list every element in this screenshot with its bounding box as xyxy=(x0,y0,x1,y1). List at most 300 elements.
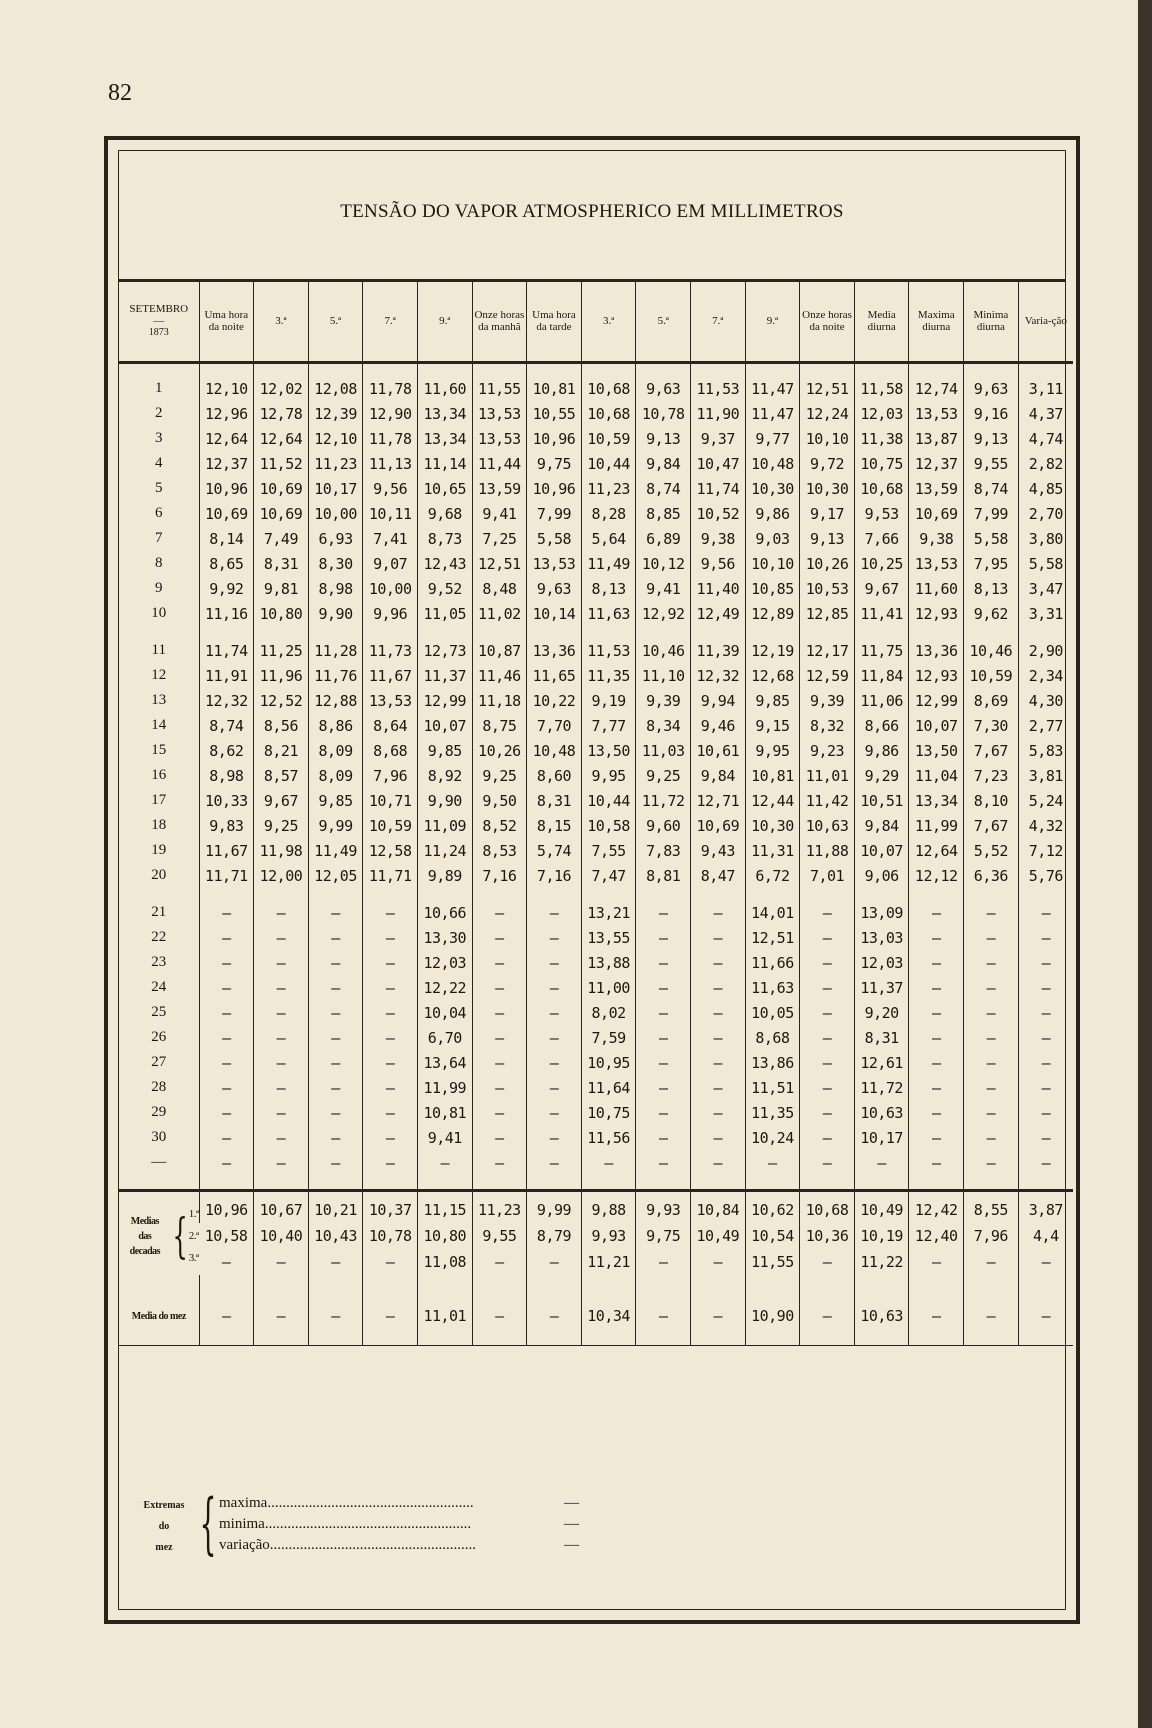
table-cell: 10,63 xyxy=(854,1100,909,1125)
table-cell: 9,13 xyxy=(800,526,855,551)
table-cell: 7,16 xyxy=(527,863,582,888)
table-cell: — xyxy=(909,1000,964,1025)
table-cell: — xyxy=(221,1253,231,1271)
table-cell: 12,02 xyxy=(254,376,309,401)
table-cell: 11,08 xyxy=(417,1249,472,1275)
table-cell: 10,26 xyxy=(800,551,855,576)
table-cell: — xyxy=(472,1025,527,1050)
table-cell: — xyxy=(527,1050,582,1075)
table-cell: 12,85 xyxy=(800,601,855,626)
table-cell: — xyxy=(800,975,855,1000)
table-cell: — xyxy=(472,900,527,925)
table-cell: 11,58 xyxy=(854,376,909,401)
table-cell: 3,47 xyxy=(1018,576,1073,601)
table-cell: 10,71 xyxy=(363,788,418,813)
vapor-table xyxy=(119,281,1073,1348)
table-cell: 12,90 xyxy=(363,401,418,426)
table-cell: — xyxy=(308,900,363,925)
table-cell: 13,34 xyxy=(417,401,472,426)
table-cell: 9,84 xyxy=(854,813,909,838)
table-cell: 10,75 xyxy=(581,1100,636,1125)
table-cell: 2,90 xyxy=(1018,638,1073,663)
medias-row xyxy=(119,1249,1073,1275)
table-cell: — xyxy=(254,975,309,1000)
table-cell: 11,88 xyxy=(800,838,855,863)
table-cell: 12,92 xyxy=(636,601,691,626)
header-col: 7.ª xyxy=(691,281,746,363)
table-cell: 10,10 xyxy=(800,426,855,451)
table-cell: — xyxy=(636,1000,691,1025)
header-col: 9.ª xyxy=(417,281,472,363)
table-cell: 12,00 xyxy=(254,863,309,888)
table-cell: 10,61 xyxy=(691,738,746,763)
table-cell: 13,55 xyxy=(581,925,636,950)
table-cell: 12,99 xyxy=(417,688,472,713)
table-cell: 10,68 xyxy=(581,376,636,401)
table-cell: — xyxy=(800,900,855,925)
table-cell: 7,77 xyxy=(581,713,636,738)
table-row xyxy=(119,950,1073,975)
table-cell: — xyxy=(254,925,309,950)
table-cell: 29 xyxy=(151,1104,167,1120)
table-cell: 10,68 xyxy=(800,1197,855,1223)
table-cell: 9,39 xyxy=(636,688,691,713)
table-cell: 14 xyxy=(151,717,167,733)
table-cell: 10,55 xyxy=(527,401,582,426)
table-cell: 12,32 xyxy=(691,663,746,688)
table-cell: 11,71 xyxy=(363,863,418,888)
spacer-row xyxy=(119,626,1073,638)
header-row xyxy=(119,281,1073,363)
table-cell: 8,62 xyxy=(199,738,254,763)
table-cell: — xyxy=(691,925,746,950)
table-cell: — xyxy=(1018,1000,1073,1025)
table-cell: 12,68 xyxy=(745,663,800,688)
table-cell: 10,24 xyxy=(745,1125,800,1150)
table-cell: 13,50 xyxy=(909,738,964,763)
table-cell: 7,23 xyxy=(964,763,1019,788)
table-cell: 8,02 xyxy=(581,1000,636,1025)
table-cell: 12,24 xyxy=(800,401,855,426)
table-cell: 5,58 xyxy=(527,526,582,551)
table-cell: 9,41 xyxy=(417,1125,472,1150)
table-cell: — xyxy=(527,1100,582,1125)
table-row xyxy=(119,638,1073,663)
table-cell: 16 xyxy=(151,767,167,783)
table-cell: 6,72 xyxy=(745,863,800,888)
table-cell: 11,67 xyxy=(199,838,254,863)
table-cell: 11,99 xyxy=(417,1075,472,1100)
table-cell: — xyxy=(964,1299,1019,1333)
table-cell: 5,83 xyxy=(1018,738,1073,763)
table-cell: 11,01 xyxy=(417,1299,472,1333)
table-cell: — xyxy=(800,1125,855,1150)
table-cell: 13,09 xyxy=(854,900,909,925)
table-row xyxy=(119,376,1073,401)
table-cell: 9,03 xyxy=(745,526,800,551)
table-cell: 10,34 xyxy=(581,1299,636,1333)
table-cell: 11,49 xyxy=(581,551,636,576)
table-row xyxy=(119,1125,1073,1150)
table-cell: — xyxy=(308,925,363,950)
table-cell: — xyxy=(363,1050,418,1075)
table-cell: 11,39 xyxy=(691,638,746,663)
table-cell: 8,13 xyxy=(964,576,1019,601)
table-cell: 11,46 xyxy=(472,663,527,688)
table-cell: 13,88 xyxy=(581,950,636,975)
table-cell: — xyxy=(636,1100,691,1125)
table-cell: 10,04 xyxy=(417,1000,472,1025)
table-cell: 9,67 xyxy=(854,576,909,601)
table-cell: 10,78 xyxy=(363,1223,418,1249)
table-cell: 9,81 xyxy=(254,576,309,601)
table-cell: — xyxy=(199,975,254,1000)
table-cell: 11,47 xyxy=(745,376,800,401)
table-cell: 11,53 xyxy=(691,376,746,401)
table-cell: — xyxy=(800,1150,855,1175)
table-cell: 7,55 xyxy=(581,838,636,863)
table-cell: 10,96 xyxy=(527,426,582,451)
table-cell: 11,18 xyxy=(472,688,527,713)
table-cell: — xyxy=(308,1050,363,1075)
table-cell: 12,61 xyxy=(854,1050,909,1075)
table-cell: 8,47 xyxy=(691,863,746,888)
table-cell: 13,53 xyxy=(909,401,964,426)
table-cell: 11,22 xyxy=(854,1249,909,1275)
table-cell: 11,55 xyxy=(472,376,527,401)
table-cell: 13,03 xyxy=(854,925,909,950)
table-cell: 5,76 xyxy=(1018,863,1073,888)
table-cell: 9,89 xyxy=(417,863,472,888)
table-cell: 11,60 xyxy=(417,376,472,401)
table-cell: — xyxy=(527,1000,582,1025)
table-cell: — xyxy=(854,1150,909,1175)
table-cell: — xyxy=(363,1100,418,1125)
table-cell: 10,49 xyxy=(691,1223,746,1249)
table-cell: 10,00 xyxy=(308,501,363,526)
medias-row xyxy=(119,1223,1073,1249)
table-cell: 8,53 xyxy=(472,838,527,863)
table-cell: 8,10 xyxy=(964,788,1019,813)
table-cell: — xyxy=(800,950,855,975)
table-cell: — xyxy=(691,1100,746,1125)
table-cell: 10,65 xyxy=(417,476,472,501)
table-cell: 10,69 xyxy=(909,501,964,526)
table-cell: 10,58 xyxy=(581,813,636,838)
table-cell: 12,64 xyxy=(199,426,254,451)
table-cell: — xyxy=(636,950,691,975)
table-cell: 9,23 xyxy=(800,738,855,763)
table-cell: — xyxy=(363,1075,418,1100)
table-cell: — xyxy=(254,1000,309,1025)
table-cell: 9,25 xyxy=(254,813,309,838)
table-cell: 6 xyxy=(155,505,163,521)
extremas-variacao: variação ....................................................... — xyxy=(219,1537,579,1553)
table-cell: 7,99 xyxy=(527,501,582,526)
table-cell: 11,74 xyxy=(199,638,254,663)
table-cell: 12,03 xyxy=(417,950,472,975)
media-mez-label: Media do mez xyxy=(131,1310,186,1322)
table-cell: — xyxy=(308,975,363,1000)
table-cell: 7,99 xyxy=(964,501,1019,526)
table-cell: 11,37 xyxy=(854,975,909,1000)
table-cell: 9,96 xyxy=(363,601,418,626)
table-cell: — xyxy=(909,1050,964,1075)
table-cell: 2,34 xyxy=(1018,663,1073,688)
table-cell: 10,63 xyxy=(800,813,855,838)
table-row xyxy=(119,1150,1073,1175)
table-cell: — xyxy=(151,1154,167,1170)
table-cell: 10,52 xyxy=(691,501,746,526)
table-cell: — xyxy=(308,950,363,975)
table-cell: 7,49 xyxy=(254,526,309,551)
table-cell: 9 xyxy=(155,580,163,596)
table-cell: — xyxy=(199,1150,254,1175)
table-cell: 5,24 xyxy=(1018,788,1073,813)
table-cell: 10,44 xyxy=(581,788,636,813)
table-cell: 10,81 xyxy=(527,376,582,401)
table-cell: 10,14 xyxy=(527,601,582,626)
table-cell: 11,24 xyxy=(417,838,472,863)
table-cell: — xyxy=(964,900,1019,925)
table-cell: 2,77 xyxy=(1018,713,1073,738)
table-cell: 7,01 xyxy=(800,863,855,888)
table-cell: — xyxy=(909,1100,964,1125)
table-row xyxy=(119,451,1073,476)
table-cell: 10,33 xyxy=(199,788,254,813)
table-cell: 10,67 xyxy=(254,1197,309,1223)
table-cell: 13,53 xyxy=(363,688,418,713)
table-row xyxy=(119,1100,1073,1125)
table-cell: — xyxy=(800,1100,855,1125)
table-row xyxy=(119,401,1073,426)
table-cell: — xyxy=(636,1150,691,1175)
table-cell: 4,4 xyxy=(1018,1223,1073,1249)
table-cell: 7,67 xyxy=(964,738,1019,763)
table-cell: — xyxy=(199,1075,254,1100)
table-cell: — xyxy=(199,1299,254,1333)
table-cell: 8,56 xyxy=(254,713,309,738)
table-cell: 2 xyxy=(155,405,163,421)
table-cell: 12,93 xyxy=(909,663,964,688)
table-cell: 11,38 xyxy=(854,426,909,451)
table-cell: 10,48 xyxy=(745,451,800,476)
table-cell: 7,83 xyxy=(636,838,691,863)
table-cell: — xyxy=(472,1100,527,1125)
table-cell: — xyxy=(308,1249,363,1275)
table-cell: 12,89 xyxy=(745,601,800,626)
table-cell: 8 xyxy=(155,555,163,571)
table-cell: 11,02 xyxy=(472,601,527,626)
table-cell: 11,37 xyxy=(417,663,472,688)
table-cell: 7,59 xyxy=(581,1025,636,1050)
table-cell: 1 xyxy=(155,380,163,396)
spacer-row xyxy=(119,1275,1073,1287)
table-cell: 8,86 xyxy=(308,713,363,738)
table-cell: — xyxy=(363,1025,418,1050)
table-cell: 10,48 xyxy=(527,738,582,763)
table-cell: 8,31 xyxy=(527,788,582,813)
header-col: 9.ª xyxy=(745,281,800,363)
table-cell: 9,75 xyxy=(636,1223,691,1249)
table-cell: — xyxy=(691,1050,746,1075)
table-cell: 11,67 xyxy=(363,663,418,688)
table-cell: — xyxy=(527,1025,582,1050)
table-cell: 5,58 xyxy=(964,526,1019,551)
table-cell: 7,25 xyxy=(472,526,527,551)
medias-label: Medias das decadas { 1.ª 2.ª 3.ª xyxy=(129,1208,199,1264)
table-cell: 10,26 xyxy=(472,738,527,763)
table-row xyxy=(119,900,1073,925)
table-row xyxy=(119,863,1073,888)
table-cell: 10,68 xyxy=(854,476,909,501)
table-cell: 4 xyxy=(155,455,163,471)
table-cell: 10,90 xyxy=(745,1299,800,1333)
table-cell: — xyxy=(363,1150,418,1175)
table-cell: 25 xyxy=(151,1004,167,1020)
table-cell: 5,58 xyxy=(1018,551,1073,576)
table-cell: 11,74 xyxy=(691,476,746,501)
header-col: Minima diurna xyxy=(964,281,1019,363)
table-cell: 11,51 xyxy=(745,1075,800,1100)
table-cell: 9,43 xyxy=(691,838,746,863)
table-cell: 5,52 xyxy=(964,838,1019,863)
table-cell: 4,37 xyxy=(1018,401,1073,426)
table-cell: — xyxy=(472,1249,527,1275)
table-cell: 11,55 xyxy=(745,1249,800,1275)
table-cell: — xyxy=(363,975,418,1000)
table-cell: 6,70 xyxy=(417,1025,472,1050)
table-cell: 12,78 xyxy=(254,401,309,426)
table-cell: — xyxy=(964,925,1019,950)
extremas-label: Extremas do mez xyxy=(143,1500,185,1553)
table-row xyxy=(119,813,1073,838)
table-cell: 8,52 xyxy=(472,813,527,838)
spacer-row xyxy=(119,1287,1073,1299)
table-cell: 10,69 xyxy=(254,501,309,526)
table-cell: 10 xyxy=(151,605,167,621)
table-row xyxy=(119,426,1073,451)
table-cell: 12 xyxy=(151,667,167,683)
table-cell: — xyxy=(636,1075,691,1100)
table-cell: 11,01 xyxy=(800,763,855,788)
table-cell: — xyxy=(636,925,691,950)
table-cell: 7,70 xyxy=(527,713,582,738)
table-cell: — xyxy=(909,900,964,925)
table-cell: 10,75 xyxy=(854,451,909,476)
table-cell: — xyxy=(745,1150,800,1175)
table-cell: — xyxy=(472,925,527,950)
table-cell: 9,17 xyxy=(800,501,855,526)
table-row xyxy=(119,1025,1073,1050)
table-cell: 4,30 xyxy=(1018,688,1073,713)
table-cell: 9,67 xyxy=(254,788,309,813)
table-cell: 5,74 xyxy=(527,838,582,863)
table-cell: 9,90 xyxy=(417,788,472,813)
table-cell: — xyxy=(691,900,746,925)
table-cell: 9,25 xyxy=(472,763,527,788)
table-cell: — xyxy=(472,1150,527,1175)
table-cell: 9,56 xyxy=(691,551,746,576)
table-cell: 7 xyxy=(155,530,163,546)
table-row xyxy=(119,763,1073,788)
table-cell: 9,63 xyxy=(636,376,691,401)
table-cell: 13,59 xyxy=(472,476,527,501)
table-cell: 11,04 xyxy=(909,763,964,788)
table-cell: 11,16 xyxy=(199,601,254,626)
table-cell: 9,88 xyxy=(581,1197,636,1223)
table-cell: — xyxy=(909,1249,964,1275)
table-cell: 9,99 xyxy=(308,813,363,838)
table-cell: 12,96 xyxy=(199,401,254,426)
table-cell: — xyxy=(472,975,527,1000)
table-cell: 7,67 xyxy=(964,813,1019,838)
table-cell: — xyxy=(527,1125,582,1150)
table-cell: 9,53 xyxy=(854,501,909,526)
table-cell: 9,55 xyxy=(964,451,1019,476)
table-cell: 10,07 xyxy=(909,713,964,738)
table-cell: 10,17 xyxy=(854,1125,909,1150)
table-cell: — xyxy=(1018,1249,1073,1275)
table-cell: 8,09 xyxy=(308,763,363,788)
table-cell: — xyxy=(909,1150,964,1175)
table-cell: 11,75 xyxy=(854,638,909,663)
table-cell: 8,74 xyxy=(964,476,1019,501)
table-cell: — xyxy=(909,925,964,950)
table-cell: 4,85 xyxy=(1018,476,1073,501)
table-cell: 9,19 xyxy=(581,688,636,713)
table-cell: — xyxy=(1018,1100,1073,1125)
table-cell: — xyxy=(417,1150,472,1175)
header-col: Uma hora da tarde xyxy=(527,281,582,363)
header-col: 5.ª xyxy=(308,281,363,363)
table-cell: — xyxy=(964,950,1019,975)
table-cell: 12,37 xyxy=(909,451,964,476)
table-cell: — xyxy=(363,1299,418,1333)
table-cell: — xyxy=(800,1249,855,1275)
table-cell: 11,90 xyxy=(691,401,746,426)
table-cell: 9,84 xyxy=(636,451,691,476)
table-cell: 11,72 xyxy=(636,788,691,813)
table-cell: — xyxy=(254,1100,309,1125)
table-cell: 7,95 xyxy=(964,551,1019,576)
table-cell: 8,85 xyxy=(636,501,691,526)
table-cell: 11,52 xyxy=(254,451,309,476)
extremas-minima: minima ....................................................... — xyxy=(219,1516,579,1532)
table-cell: 8,98 xyxy=(308,576,363,601)
table-cell: 9,86 xyxy=(854,738,909,763)
table-cell: 9,93 xyxy=(636,1197,691,1223)
table-cell: — xyxy=(800,1299,855,1333)
table-cell: 12,51 xyxy=(745,925,800,950)
table-cell: 11,96 xyxy=(254,663,309,688)
table-cell: 11,00 xyxy=(581,975,636,1000)
table-cell: 8,92 xyxy=(417,763,472,788)
bottom-rule-row xyxy=(119,1346,1073,1349)
table-cell: 6,93 xyxy=(308,526,363,551)
table-row xyxy=(119,1075,1073,1100)
table-cell: — xyxy=(308,1125,363,1150)
table-cell: — xyxy=(254,1075,309,1100)
table-cell: — xyxy=(254,1249,309,1275)
table-row xyxy=(119,1050,1073,1075)
table-cell: 7,96 xyxy=(964,1223,1019,1249)
table-cell: 11,72 xyxy=(854,1075,909,1100)
table-cell: — xyxy=(527,900,582,925)
table-cell: — xyxy=(1018,1150,1073,1175)
table-cell: 8,57 xyxy=(254,763,309,788)
header-col: Varia-ção xyxy=(1018,281,1073,363)
